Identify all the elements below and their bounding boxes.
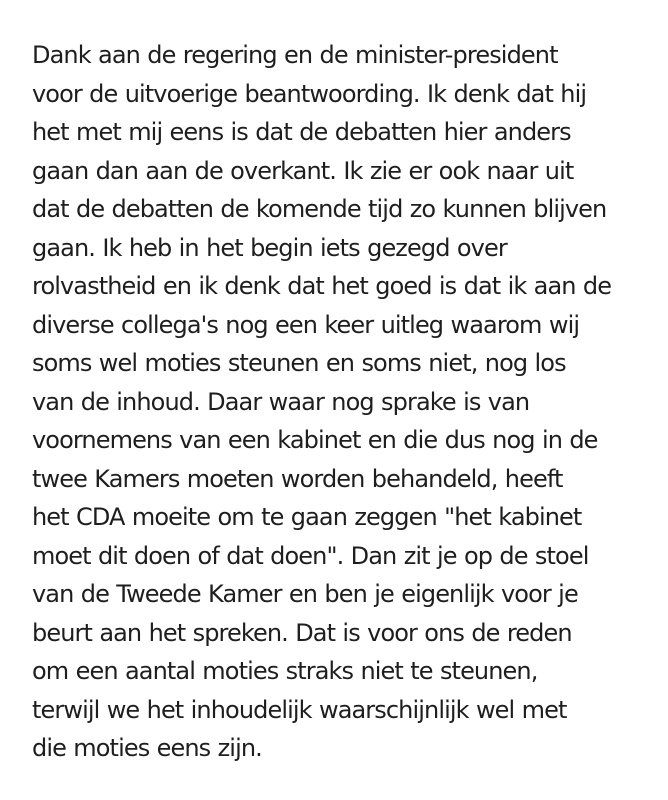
text-line: het met mij eens is dat de debatten hier anders (32, 118, 571, 146)
text-line: om een aantal moties straks niet te steunen, (32, 657, 538, 685)
text-line: beurt aan het spreken. Dat is voor ons de reden (32, 618, 572, 647)
text-line: rolvastheid en ik denk dat het goed is dat ik aan de (32, 272, 612, 300)
text-line: van de Tweede Kamer en ben je eigenlijk voor je (32, 580, 578, 608)
text-line: soms wel moties steunen en soms niet, nog los (32, 349, 566, 377)
text-line: van de inhoud. Daar waar nog sprake is van (32, 387, 530, 416)
text-line: dat de debatten de komende tijd zo kunnen blijven (32, 195, 607, 223)
text-line: moet dit doen of dat doen". Dan zit je op de stoel (32, 541, 589, 570)
text-line: voornemens van een kabinet en die dus nog in de (32, 426, 598, 454)
text-line: het CDA moeite om te gaan zeggen "het kabinet (32, 503, 582, 531)
text-line: Dank aan de regering en de minister-president (32, 41, 558, 69)
text-line: twee Kamers moeten worden behandeld, heeft (32, 464, 563, 493)
text-line: terwijl we het inhoudelijk waarschijnlijk wel met (32, 695, 567, 724)
text-line: voor de uitvoerige beantwoording. Ik denk dat hij (32, 79, 587, 108)
speech-paragraph (32, 36, 644, 768)
text-line: gaan. Ik heb in het begin iets gezegd over (32, 233, 507, 262)
text-line: diverse collega's nog een keer uitleg waarom wij (32, 310, 580, 339)
text-line: die moties eens zijn. (32, 734, 262, 762)
text-line: gaan dan aan de overkant. Ik zie er ook naar uit (32, 156, 574, 185)
